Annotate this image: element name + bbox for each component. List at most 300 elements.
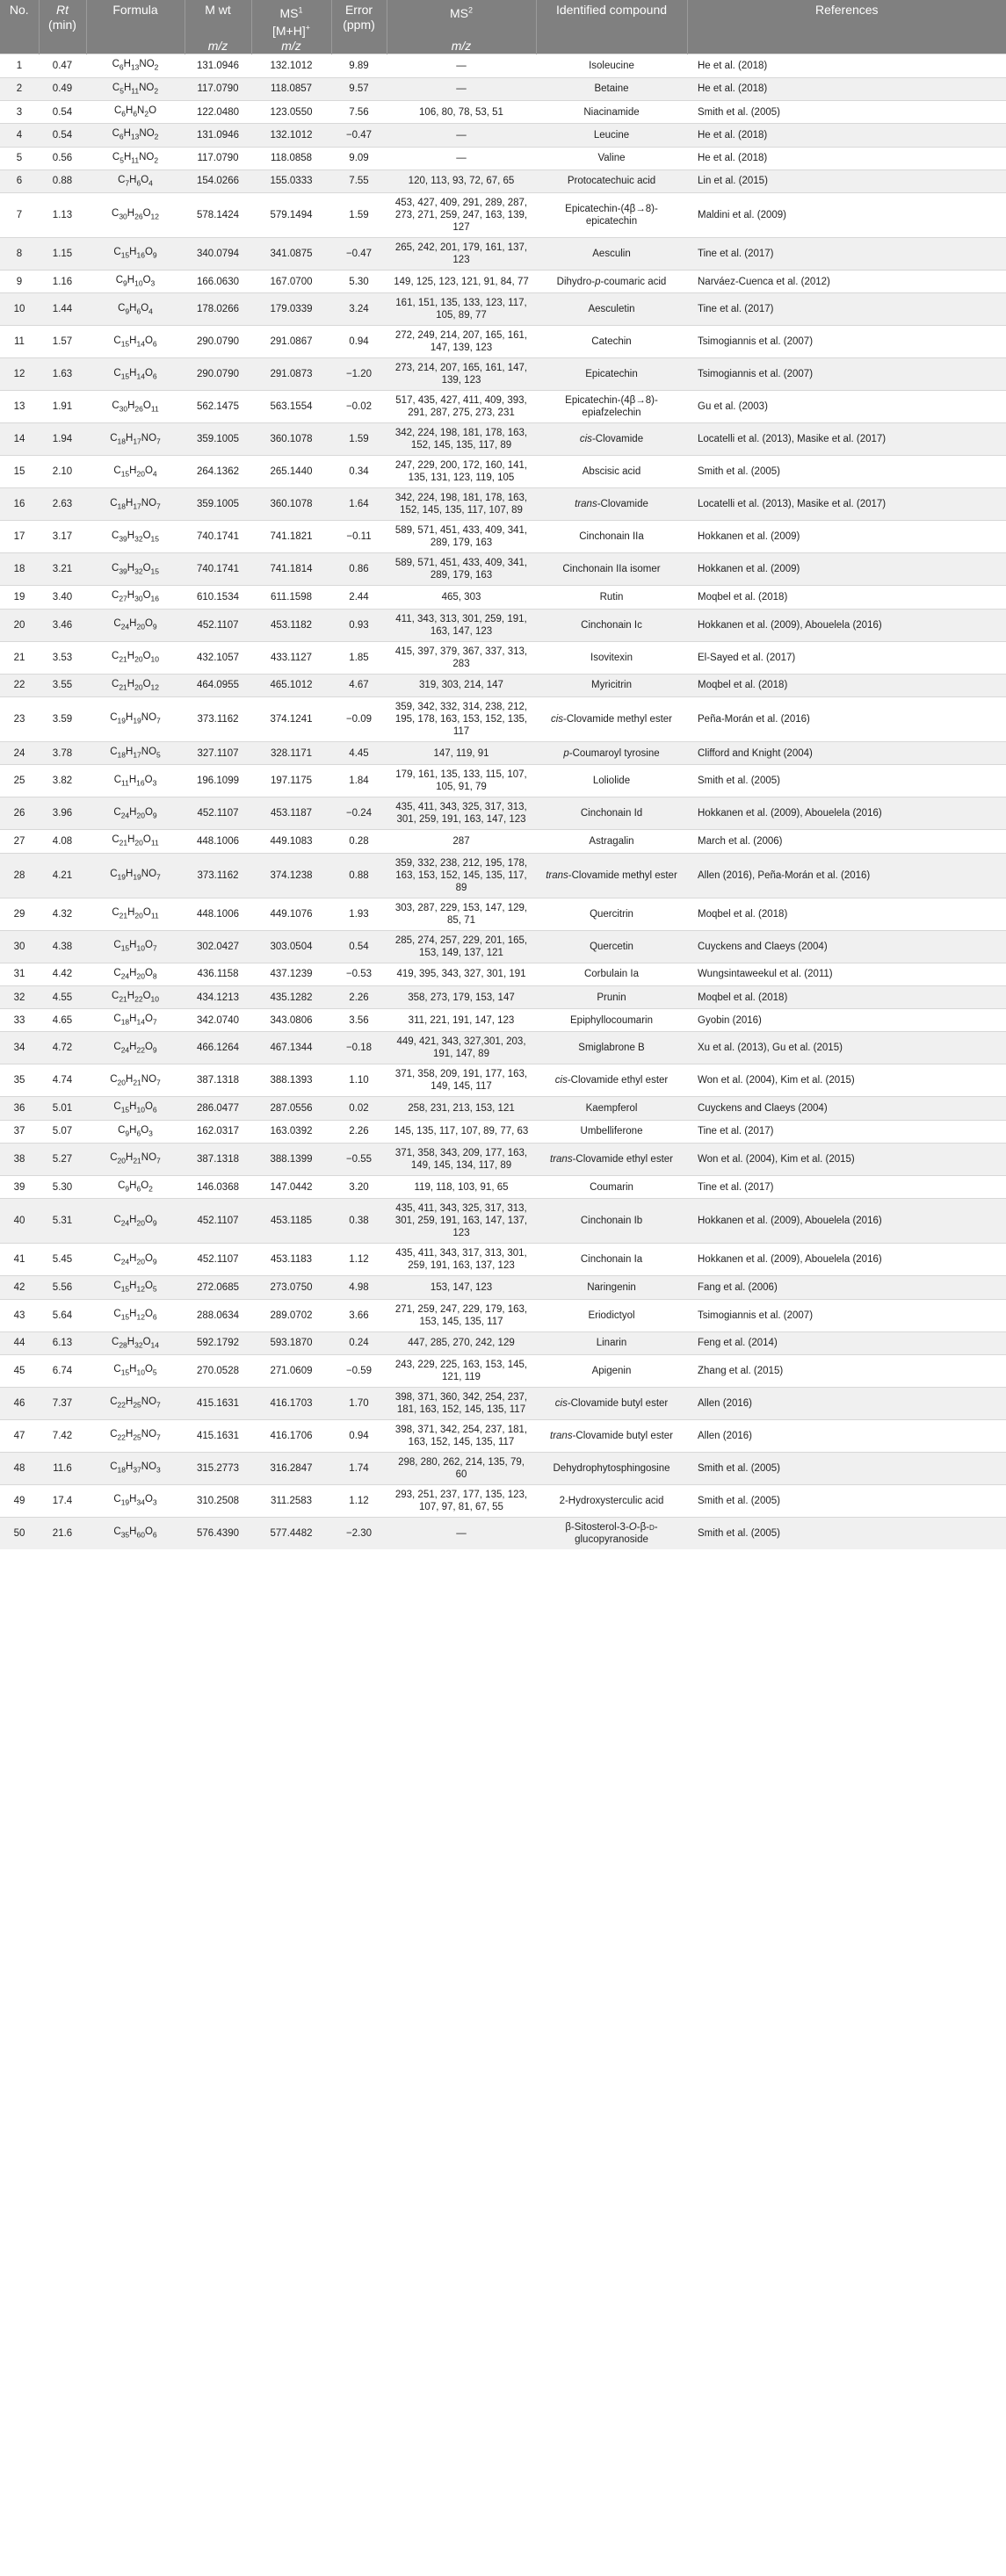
table-row (0, 1419, 1006, 1452)
cell-no: 13 (0, 391, 39, 423)
cell-formula: $C_{18}H_{37}NO_3$ (86, 1452, 185, 1484)
cell-ms2: 153, 147, 123 (387, 1276, 536, 1299)
cell-mw: 196.1099 (185, 765, 251, 797)
cell-ms2: 285, 274, 257, 229, 201, 165, 153, 149, 137, 121 (387, 930, 536, 963)
cell-ms1: 271.0609 (251, 1354, 331, 1387)
cell-ms2: 106, 80, 78, 53, 51 (387, 100, 536, 123)
cell-error: 4.98 (331, 1276, 387, 1299)
header-references: References (687, 0, 1006, 39)
header-no: No. (0, 0, 39, 39)
table-row (0, 853, 1006, 898)
cell-no: 1 (0, 54, 39, 77)
cell-ms2: 119, 118, 103, 91, 65 (387, 1176, 536, 1199)
cell-ms2: 342, 224, 198, 181, 178, 163, 152, 145, 135, 117, 107, 89 (387, 488, 536, 521)
table-row (0, 147, 1006, 170)
cell-error: 1.10 (331, 1064, 387, 1097)
table-row (0, 391, 1006, 423)
cell-no: 23 (0, 696, 39, 741)
cell-ms1: 291.0867 (251, 326, 331, 358)
table-row (0, 1331, 1006, 1354)
cell-error: 3.24 (331, 293, 387, 326)
cell-no: 38 (0, 1144, 39, 1176)
cell-ms1: 453.1183 (251, 1244, 331, 1276)
cell-ms1: 579.1494 (251, 193, 331, 238)
cell-reference: Tsimogiannis et al. (2007) (687, 1299, 1006, 1331)
table-row (0, 930, 1006, 963)
table-row (0, 586, 1006, 609)
cell-ms2: 371, 358, 343, 209, 177, 163, 149, 145, 134, 117, 89 (387, 1144, 536, 1176)
cell-compound: Protocatechuic acid (536, 170, 687, 192)
cell-rt: 4.32 (39, 898, 86, 930)
table-row (0, 170, 1006, 192)
cell-ms1: 449.1076 (251, 898, 331, 930)
cell-no: 20 (0, 609, 39, 641)
cell-ms1: 123.0550 (251, 100, 331, 123)
table-row (0, 674, 1006, 696)
header-mwt: M wt (185, 0, 251, 39)
cell-formula: $C_{20}H_{21}NO_7$ (86, 1144, 185, 1176)
cell-formula: $C_{18}H_{14}O_7$ (86, 1009, 185, 1032)
cell-compound: Abscisic acid (536, 456, 687, 488)
cell-ms2: — (387, 54, 536, 77)
cell-mw: 466.1264 (185, 1032, 251, 1064)
cell-reference: Allen (2016) (687, 1419, 1006, 1452)
cell-reference: Smith et al. (2005) (687, 1452, 1006, 1484)
cell-no: 6 (0, 170, 39, 192)
cell-reference: Moqbel et al. (2018) (687, 586, 1006, 609)
cell-compound: Cinchonain Ib (536, 1199, 687, 1244)
cell-ms1: 289.0702 (251, 1299, 331, 1331)
cell-reference: Hokkanen et al. (2009), Abouelela (2016) (687, 1244, 1006, 1276)
cell-mw: 154.0266 (185, 170, 251, 192)
cell-no: 41 (0, 1244, 39, 1276)
cell-error: 1.70 (331, 1387, 387, 1419)
cell-no: 25 (0, 765, 39, 797)
cell-ms1: 132.1012 (251, 54, 331, 77)
cell-ms1: 453.1182 (251, 609, 331, 641)
cell-formula: $C_{24}H_{20}O_8$ (86, 963, 185, 985)
cell-rt: 3.40 (39, 586, 86, 609)
cell-no: 49 (0, 1484, 39, 1517)
cell-rt: 5.64 (39, 1299, 86, 1331)
cell-reference: Peña-Morán et al. (2016) (687, 696, 1006, 741)
cell-ms1: 433.1127 (251, 641, 331, 674)
cell-ms2: 359, 332, 238, 212, 195, 178, 163, 153, 152, 145, 135, 117, 89 (387, 853, 536, 898)
cell-mw: 272.0685 (185, 1276, 251, 1299)
cell-ms1: 360.1078 (251, 488, 331, 521)
cell-error: −0.47 (331, 124, 387, 147)
cell-ms1: 328.1171 (251, 741, 331, 764)
cell-no: 28 (0, 853, 39, 898)
table-row (0, 1032, 1006, 1064)
cell-rt: 1.63 (39, 358, 86, 391)
cell-compound: Cinchonain IIa (536, 521, 687, 553)
cell-ms2: 435, 411, 343, 317, 313, 301, 259, 191, 163, 137, 123 (387, 1244, 536, 1276)
cell-rt: 4.38 (39, 930, 86, 963)
cell-error: 0.94 (331, 1419, 387, 1452)
cell-rt: 0.49 (39, 77, 86, 100)
cell-mw: 146.0368 (185, 1176, 251, 1199)
cell-error: 0.86 (331, 553, 387, 586)
cell-ms2: 120, 113, 93, 72, 67, 65 (387, 170, 536, 192)
cell-reference: Won et al. (2004), Kim et al. (2015) (687, 1144, 1006, 1176)
cell-ms1: 449.1083 (251, 830, 331, 853)
cell-formula: $C_{30}H_{26}O_{12}$ (86, 193, 185, 238)
cell-rt: 4.65 (39, 1009, 86, 1032)
cell-compound: cis-Clovamide methyl ester (536, 696, 687, 741)
cell-error: 7.56 (331, 100, 387, 123)
cell-formula: $C_{19}H_{34}O_3$ (86, 1484, 185, 1517)
cell-no: 29 (0, 898, 39, 930)
cell-mw: 288.0634 (185, 1299, 251, 1331)
cell-no: 21 (0, 641, 39, 674)
cell-ms1: 465.1012 (251, 674, 331, 696)
cell-reference: Moqbel et al. (2018) (687, 674, 1006, 696)
cell-no: 42 (0, 1276, 39, 1299)
cell-ms2: 465, 303 (387, 586, 536, 609)
cell-compound: Apigenin (536, 1354, 687, 1387)
cell-compound: Quercitrin (536, 898, 687, 930)
cell-reference: He et al. (2018) (687, 124, 1006, 147)
cell-error: 9.57 (331, 77, 387, 100)
cell-mw: 310.2508 (185, 1484, 251, 1517)
cell-mw: 576.4390 (185, 1517, 251, 1549)
cell-ms2: 517, 435, 427, 411, 409, 393, 291, 287, 275, 273, 231 (387, 391, 536, 423)
table-row (0, 1097, 1006, 1120)
cell-ms1: 167.0700 (251, 271, 331, 293)
cell-rt: 5.07 (39, 1120, 86, 1143)
table-row (0, 423, 1006, 456)
cell-formula: $C_9H_6O_4$ (86, 293, 185, 326)
cell-mw: 340.0794 (185, 238, 251, 271)
cell-compound: trans-Clovamide butyl ester (536, 1419, 687, 1452)
cell-rt: 5.27 (39, 1144, 86, 1176)
cell-ms1: 343.0806 (251, 1009, 331, 1032)
cell-rt: 3.55 (39, 674, 86, 696)
cell-error: 5.30 (331, 271, 387, 293)
table-row (0, 521, 1006, 553)
cell-compound: Eriodictyol (536, 1299, 687, 1331)
cell-formula: $C_{28}H_{32}O_{14}$ (86, 1331, 185, 1354)
cell-reference: Tine et al. (2017) (687, 1120, 1006, 1143)
cell-reference: Smith et al. (2005) (687, 1517, 1006, 1549)
cell-formula: $C_{18}H_{17}NO_7$ (86, 423, 185, 456)
cell-compound: trans-Clovamide (536, 488, 687, 521)
cell-no: 7 (0, 193, 39, 238)
cell-rt: 5.01 (39, 1097, 86, 1120)
cell-ms2: 273, 214, 207, 165, 161, 147, 139, 123 (387, 358, 536, 391)
table-row (0, 696, 1006, 741)
cell-no: 8 (0, 238, 39, 271)
table-row (0, 1009, 1006, 1032)
cell-rt: 1.15 (39, 238, 86, 271)
header-ms2: $MS^2$ (387, 0, 536, 39)
cell-mw: 264.1362 (185, 456, 251, 488)
cell-reference: Tine et al. (2017) (687, 238, 1006, 271)
subheader-references (687, 39, 1006, 54)
cell-formula: $C_{21}H_{22}O_{10}$ (86, 985, 185, 1008)
cell-no: 50 (0, 1517, 39, 1549)
cell-reference: Smith et al. (2005) (687, 1484, 1006, 1517)
cell-no: 46 (0, 1387, 39, 1419)
cell-rt: 4.72 (39, 1032, 86, 1064)
cell-rt: 3.59 (39, 696, 86, 741)
cell-compound: Aesculin (536, 238, 687, 271)
cell-compound: p-Coumaroyl tyrosine (536, 741, 687, 764)
cell-error: 0.24 (331, 1331, 387, 1354)
cell-error: 0.93 (331, 609, 387, 641)
cell-mw: 387.1318 (185, 1144, 251, 1176)
cell-ms2: 311, 221, 191, 147, 123 (387, 1009, 536, 1032)
cell-mw: 286.0477 (185, 1097, 251, 1120)
cell-error: −0.53 (331, 963, 387, 985)
cell-reference: Hokkanen et al. (2009), Abouelela (2016) (687, 797, 1006, 830)
cell-error: 1.59 (331, 423, 387, 456)
cell-no: 34 (0, 1032, 39, 1064)
cell-mw: 452.1107 (185, 797, 251, 830)
cell-rt: 4.55 (39, 985, 86, 1008)
cell-ms1: 287.0556 (251, 1097, 331, 1120)
cell-error: 1.84 (331, 765, 387, 797)
table-row (0, 193, 1006, 238)
cell-error: 1.12 (331, 1244, 387, 1276)
cell-formula: $C_{15}H_{14}O_6$ (86, 326, 185, 358)
cell-ms2: — (387, 77, 536, 100)
cell-reference: Hokkanen et al. (2009) (687, 521, 1006, 553)
cell-ms2: — (387, 1517, 536, 1549)
cell-no: 26 (0, 797, 39, 830)
subheader-ms2-unit: m/z (387, 39, 536, 54)
cell-no: 37 (0, 1120, 39, 1143)
cell-compound: Isovitexin (536, 641, 687, 674)
cell-reference: Hokkanen et al. (2009), Abouelela (2016) (687, 1199, 1006, 1244)
cell-formula: $C_{24}H_{20}O_9$ (86, 1199, 185, 1244)
cell-compound: Catechin (536, 326, 687, 358)
table-row (0, 898, 1006, 930)
cell-reference: Fang et al. (2006) (687, 1276, 1006, 1299)
table-row (0, 985, 1006, 1008)
header-compound: Identified compound (536, 0, 687, 39)
table-row (0, 124, 1006, 147)
cell-ms1: 197.1175 (251, 765, 331, 797)
table-row (0, 488, 1006, 521)
cell-rt: 1.16 (39, 271, 86, 293)
cell-compound: Naringenin (536, 1276, 687, 1299)
cell-ms2: 359, 342, 332, 314, 238, 212, 195, 178, 163, 153, 152, 135, 117 (387, 696, 536, 741)
cell-mw: 117.0790 (185, 77, 251, 100)
cell-error: 7.55 (331, 170, 387, 192)
cell-mw: 162.0317 (185, 1120, 251, 1143)
cell-formula: $C_{15}H_{10}O_6$ (86, 1097, 185, 1120)
cell-mw: 415.1631 (185, 1387, 251, 1419)
cell-formula: $C_{24}H_{20}O_9$ (86, 1244, 185, 1276)
cell-error: 1.85 (331, 641, 387, 674)
cell-no: 47 (0, 1419, 39, 1452)
cell-compound: trans-Clovamide methyl ester (536, 853, 687, 898)
cell-ms2: 272, 249, 214, 207, 165, 161, 147, 139, 123 (387, 326, 536, 358)
cell-compound: cis-Clovamide butyl ester (536, 1387, 687, 1419)
table-row (0, 553, 1006, 586)
subheader-rt (39, 39, 86, 54)
cell-ms2: 411, 343, 313, 301, 259, 191, 163, 147, 123 (387, 609, 536, 641)
cell-rt: 3.21 (39, 553, 86, 586)
cell-ms2: 179, 161, 135, 133, 115, 107, 105, 91, 79 (387, 765, 536, 797)
cell-formula: $C_{15}H_{14}O_6$ (86, 358, 185, 391)
cell-error: −0.18 (331, 1032, 387, 1064)
cell-compound: Umbelliferone (536, 1120, 687, 1143)
cell-formula: $C_{18}H_{17}NO_7$ (86, 488, 185, 521)
cell-ms1: 741.1821 (251, 521, 331, 553)
cell-ms1: 291.0873 (251, 358, 331, 391)
cell-formula: $C_{15}H_{10}O_7$ (86, 930, 185, 963)
cell-mw: 434.1213 (185, 985, 251, 1008)
cell-formula: $C_{21}H_{20}O_{11}$ (86, 898, 185, 930)
cell-compound: Betaine (536, 77, 687, 100)
cell-error: 4.67 (331, 674, 387, 696)
cell-reference: Tine et al. (2017) (687, 1176, 1006, 1199)
cell-compound: Kaempferol (536, 1097, 687, 1120)
cell-ms2: 589, 571, 451, 433, 409, 341, 289, 179, 163 (387, 521, 536, 553)
cell-error: −0.24 (331, 797, 387, 830)
cell-reference: Wungsintaweekul et al. (2011) (687, 963, 1006, 985)
cell-formula: $C_{27}H_{30}O_{16}$ (86, 586, 185, 609)
cell-ms2: 358, 273, 179, 153, 147 (387, 985, 536, 1008)
subheader-ms1-unit: m/z (251, 39, 331, 54)
cell-error: 1.12 (331, 1484, 387, 1517)
cell-ms2: 453, 427, 409, 291, 289, 287, 273, 271, 259, 247, 163, 139, 127 (387, 193, 536, 238)
cell-rt: 17.4 (39, 1484, 86, 1517)
cell-ms1: 316.2847 (251, 1452, 331, 1484)
cell-reference: Cuyckens and Claeys (2004) (687, 930, 1006, 963)
cell-formula: $C_{11}H_{16}O_3$ (86, 765, 185, 797)
cell-no: 16 (0, 488, 39, 521)
cell-compound: Rutin (536, 586, 687, 609)
cell-no: 44 (0, 1331, 39, 1354)
table-row (0, 963, 1006, 985)
cell-rt: 0.54 (39, 100, 86, 123)
cell-ms1: 341.0875 (251, 238, 331, 271)
cell-compound: Niacinamide (536, 100, 687, 123)
cell-rt: 5.30 (39, 1176, 86, 1199)
cell-mw: 464.0955 (185, 674, 251, 696)
cell-formula: $C_{15}H_{12}O_5$ (86, 1276, 185, 1299)
cell-ms1: 374.1238 (251, 853, 331, 898)
cell-formula: $C_6H_{13}NO_2$ (86, 54, 185, 77)
cell-formula: $C_9H_6O_3$ (86, 1120, 185, 1143)
cell-ms2: 287 (387, 830, 536, 853)
cell-ms2: 449, 421, 343, 327,301, 203, 191, 147, 89 (387, 1032, 536, 1064)
cell-ms2: 247, 229, 200, 172, 160, 141, 135, 131, 123, 119, 105 (387, 456, 536, 488)
cell-ms1: 467.1344 (251, 1032, 331, 1064)
cell-compound: Dihydro-p-coumaric acid (536, 271, 687, 293)
cell-formula: $C_{24}H_{20}O_9$ (86, 797, 185, 830)
cell-ms2: 447, 285, 270, 242, 129 (387, 1331, 536, 1354)
cell-ms2: 293, 251, 237, 177, 135, 123, 107, 97, 81, 67, 55 (387, 1484, 536, 1517)
cell-no: 11 (0, 326, 39, 358)
table-row (0, 609, 1006, 641)
table-row (0, 358, 1006, 391)
cell-rt: 3.96 (39, 797, 86, 830)
table-row (0, 326, 1006, 358)
cell-mw: 415.1631 (185, 1419, 251, 1452)
cell-error: −1.20 (331, 358, 387, 391)
cell-rt: 2.63 (39, 488, 86, 521)
cell-reference: Tsimogiannis et al. (2007) (687, 358, 1006, 391)
cell-no: 35 (0, 1064, 39, 1097)
cell-compound: Quercetin (536, 930, 687, 963)
cell-compound: Prunin (536, 985, 687, 1008)
cell-mw: 342.0740 (185, 1009, 251, 1032)
cell-formula: $C_6H_{13}NO_2$ (86, 124, 185, 147)
cell-mw: 387.1318 (185, 1064, 251, 1097)
cell-ms2: 435, 411, 343, 325, 317, 313, 301, 259, 191, 163, 147, 137, 123 (387, 1199, 536, 1244)
subheader-compound (536, 39, 687, 54)
cell-reference: Feng et al. (2014) (687, 1331, 1006, 1354)
cell-mw: 131.0946 (185, 54, 251, 77)
cell-reference: Xu et al. (2013), Gu et al. (2015) (687, 1032, 1006, 1064)
cell-no: 10 (0, 293, 39, 326)
cell-ms1: 741.1814 (251, 553, 331, 586)
cell-mw: 452.1107 (185, 1244, 251, 1276)
cell-ms1: 593.1870 (251, 1331, 331, 1354)
cell-compound: Smiglabrone B (536, 1032, 687, 1064)
header-ms1 (251, 0, 331, 39)
cell-error: 1.74 (331, 1452, 387, 1484)
cell-ms2: 319, 303, 214, 147 (387, 674, 536, 696)
cell-no: 22 (0, 674, 39, 696)
cell-ms1: 303.0504 (251, 930, 331, 963)
cell-ms1: 388.1393 (251, 1064, 331, 1097)
cell-no: 17 (0, 521, 39, 553)
cell-mw: 452.1107 (185, 609, 251, 641)
cell-ms1: 388.1399 (251, 1144, 331, 1176)
cell-ms1: 435.1282 (251, 985, 331, 1008)
cell-no: 2 (0, 77, 39, 100)
cell-mw: 117.0790 (185, 147, 251, 170)
cell-no: 9 (0, 271, 39, 293)
cell-rt: 11.6 (39, 1452, 86, 1484)
cell-error: 1.59 (331, 193, 387, 238)
header-rt-label: Rt (56, 3, 69, 17)
cell-mw: 122.0480 (185, 100, 251, 123)
cell-mw: 131.0946 (185, 124, 251, 147)
cell-rt: 4.74 (39, 1064, 86, 1097)
cell-no: 48 (0, 1452, 39, 1484)
cell-rt: 5.31 (39, 1199, 86, 1244)
cell-ms1: 273.0750 (251, 1276, 331, 1299)
cell-ms2: 435, 411, 343, 325, 317, 313, 301, 259, 191, 163, 147, 123 (387, 797, 536, 830)
cell-no: 14 (0, 423, 39, 456)
cell-error: −2.30 (331, 1517, 387, 1549)
cell-formula: $C_{39}H_{32}O_{15}$ (86, 553, 185, 586)
cell-error: 0.94 (331, 326, 387, 358)
cell-error: 3.66 (331, 1299, 387, 1331)
cell-rt: 4.42 (39, 963, 86, 985)
cell-rt: 0.88 (39, 170, 86, 192)
table-row (0, 1299, 1006, 1331)
cell-reference: Tine et al. (2017) (687, 293, 1006, 326)
cell-rt: 3.78 (39, 741, 86, 764)
cell-ms1: 265.1440 (251, 456, 331, 488)
cell-mw: 448.1006 (185, 830, 251, 853)
cell-mw: 178.0266 (185, 293, 251, 326)
cell-rt: 1.44 (39, 293, 86, 326)
cell-error: 2.26 (331, 985, 387, 1008)
cell-error: −0.59 (331, 1354, 387, 1387)
cell-compound: Cinchonain Id (536, 797, 687, 830)
cell-rt: 3.46 (39, 609, 86, 641)
cell-reference: Allen (2016), Peña-Morán et al. (2016) (687, 853, 1006, 898)
